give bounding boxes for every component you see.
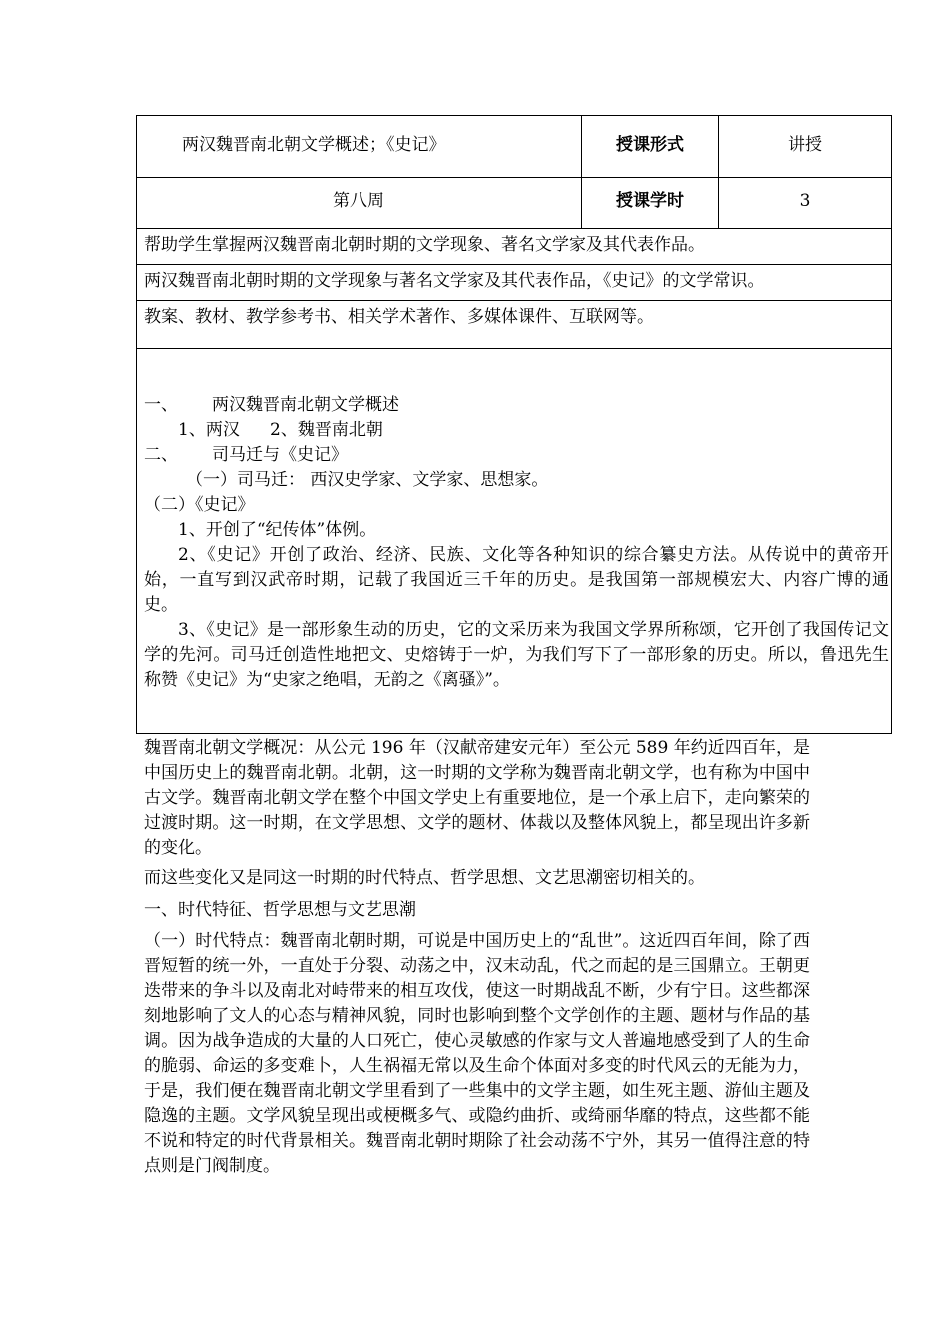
course-title: 两汉魏晋南北朝文学概述；《史记》 — [182, 135, 446, 155]
table-rule — [136, 348, 892, 349]
table-column-divider — [718, 115, 719, 229]
point-3-paragraph: 3、《史记》是一部形象生动的历史，它的文采历来为我国文学界所称颂，它开创了我国传记文学的先河。司马迁创造性地把文、史熔铸于一炉，为我们写下了一部形象的历史。所以，鲁迅先生称赞《史记》为“史家之绝唱，无韵之《离骚》”。 — [144, 620, 889, 690]
table-rule — [136, 300, 892, 301]
week-label: 第八周 — [333, 191, 384, 211]
point-2-paragraph: 2、《史记》开创了政治、经济、民族、文化等各种知识的综合纂史方法。从传说中的黄帝开始，一直写到汉武帝时期，记载了我国近三千年的历史。是我国第一部规模宏大、内容广博的通史。 — [144, 545, 889, 615]
table-rule — [136, 264, 892, 265]
teaching-hours-value: 3 — [799, 191, 811, 211]
table-rule — [136, 228, 892, 229]
section-1-number: 一、 — [144, 395, 178, 415]
table-border-right — [891, 115, 892, 734]
era-characteristics-paragraph: （一）时代特点：魏晋南北朝时期，可说是中国历史上的“乱世”。这近四百年间，除了西晋短暂的统一外，一直处于分裂、动荡之中，汉末动乱，代之而起的是三国鼎立。王朝更迭带来的争斗以及南北对峙带来的相互攻伐，使这一时期战乱不断，少有宁日。这些都深刻地影响了文人的心态与精神风貌，同时也影响到整个文学创作的主题、题材与作品的基调。因为战争造成的大量的人口死亡，使心灵敏感的作家与文人普遍地感受到了人的生命的脆弱、命运的多变难卜，人生祸福无常以及生命个体面对多变的时代风云的无能为力，于是，我们便在魏晋南北朝文学里看到了一些集中的文学主题，如生死主题、游仙主题及隐逸的主题。文学风貌呈现出或梗概多气、或隐约曲折、或绮丽华靡的特点，这些都不能不说和特定的时代背景相关。魏晋南北朝时期除了社会动荡不宁外，其另一值得注意的特点则是门阀制度。 — [144, 931, 810, 1176]
table-border-top — [136, 115, 892, 116]
section-1-title: 两汉魏晋南北朝文学概述 — [212, 395, 399, 415]
table-column-divider — [581, 115, 582, 229]
teaching-form-value: 讲授 — [788, 135, 822, 155]
section-2-subsection-b: （二）《史记》 — [144, 495, 255, 515]
section-1-item-2: 2、魏晋南北朝 — [270, 420, 383, 440]
section-2-number: 二、 — [144, 445, 178, 465]
section-heading: 一、时代特征、哲学思想与文艺思潮 — [144, 900, 416, 920]
key-points-text: 两汉魏晋南北朝时期的文学现象与著名文学家及其代表作品，《史记》的文学常识。 — [144, 271, 765, 291]
overview-paragraph: 魏晋南北朝文学概况：从公元 196 年（汉献帝建安元年）至公元 589 年约近四百年，是中国历史上的魏晋南北朝。北朝，这一时期的文学称为魏晋南北朝文学，也有称为中国中古文学。魏晋南北朝文学在整个中国文学史上有重要地位，是一个承上启下，走向繁荣的过渡时期。这一时期，在文学思想、文学的题材、体裁以及整体风貌上，都呈现出许多新的变化。 — [144, 738, 810, 858]
resources-text: 教案、教材、教学参考书、相关学术著作、多媒体课件、互联网等。 — [144, 307, 654, 327]
point-1: 1、开创了“纪传体”体例。 — [178, 520, 377, 540]
teaching-hours-label: 授课学时 — [616, 191, 684, 211]
section-2-title: 司马迁与《史记》 — [212, 445, 348, 465]
section-1-item-1: 1、两汉 — [178, 420, 240, 440]
section-2-subsection-a: （一）司马迁： 西汉史学家、文学家、思想家。 — [186, 470, 549, 490]
teaching-form-label: 授课形式 — [616, 135, 684, 155]
table-rule — [136, 177, 892, 178]
table-border-bottom — [136, 733, 892, 734]
objective-text: 帮助学生掌握两汉魏晋南北朝时期的文学现象、著名文学家及其代表作品。 — [144, 235, 705, 255]
lesson-plan-table — [136, 115, 892, 734]
context-paragraph: 而这些变化又是同这一时期的时代特点、哲学思想、文艺思潮密切相关的。 — [144, 868, 705, 888]
